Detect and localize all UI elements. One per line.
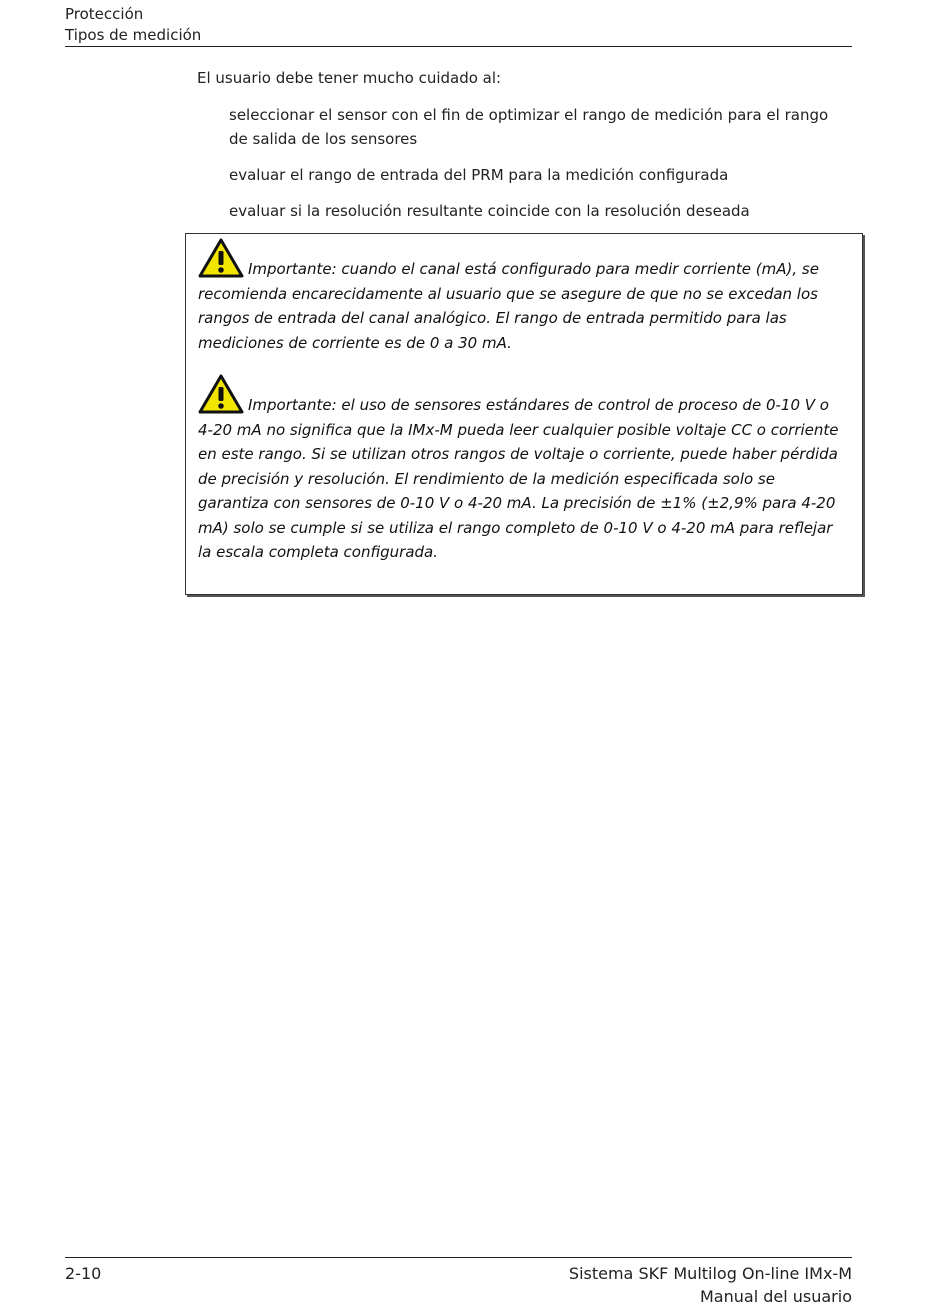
list-item: evaluar si la resolución resultante coincide con la resolución deseada [229,202,750,220]
note-text-continued: 4-20 mA no significa que la IMx-M pueda leer cualquier posible voltaje CC o corriente en este rango. Si se utilizan otros rangos de voltaje o corriente, puede haber pérdida de precisión y resolución. El rendimiento de la medición especificada solo se garantiza con sensores de 0-10 V o 4-20 mA. La precisión de ±1% (±2,9% para 4-20 mA) solo se cumple si se utiliza el rango completo de 0-10 V o 4-20 mA para reflejar la escala completa configurada. [198,420,839,561]
note-text: Importante: cuando el canal está configurado para medir corriente (mA), se recomienda encarecidamente al usuario que se asegure de que no se excedan los rangos de entrada del canal analógico. El rango de entrada permitido para las mediciones de corriente es de 0 a 30 mA. [198,260,819,352]
page-header [65,4,852,47]
caution-list [229,103,844,235]
list-item: evaluar el rango de entrada del PRM para la medición configurada [229,166,729,184]
important-note-current [198,238,848,355]
important-note-sensors [198,374,848,565]
warning-triangle-icon [198,374,244,414]
header-subsection: Tipos de medición [65,26,202,44]
intro-paragraph: El usuario debe tener mucho cuidado al: [197,69,502,87]
warning-triangle-icon [198,238,244,278]
document-title: Sistema SKF Multilog On-line IMx-M [568,1264,852,1283]
list-item: seleccionar el sensor con el fin de optimizar el rango de medición para el rango de salida de los sensores [229,106,829,148]
page-footer [65,1257,852,1306]
header-section: Protección [65,5,144,23]
note-text: Importante: el uso de sensores estándares de control de proceso de 0-10 V o [248,396,829,414]
important-notes-box [185,233,863,595]
page-number: 2-10 [65,1264,102,1283]
document-subtitle: Manual del usuario [700,1287,852,1306]
